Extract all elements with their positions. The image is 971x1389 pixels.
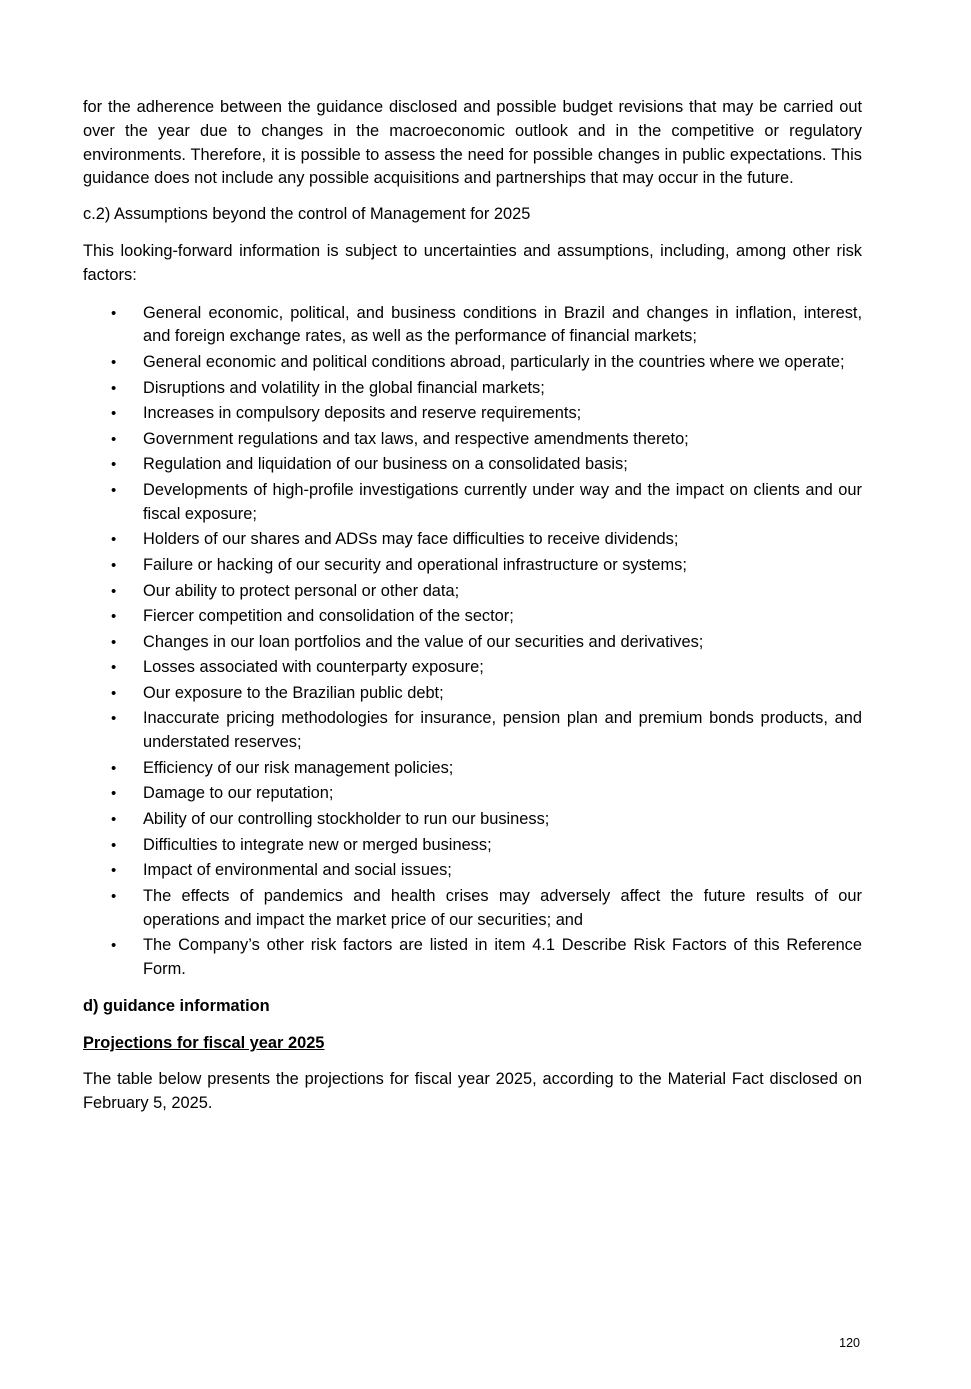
list-item-text: General economic, political, and business conditions in Brazil and changes in inflation, interest, and foreign exchange rates, as well as the performance of financial markets; xyxy=(143,303,862,346)
list-item xyxy=(83,479,862,527)
list-item-text: Developments of high-profile investigations currently under way and the impact on clients and our fiscal exposure; xyxy=(143,480,862,523)
list-item-text: Government regulations and tax laws, and respective amendments thereto; xyxy=(143,429,689,448)
list-item-text: Ability of our controlling stockholder to run our business; xyxy=(143,810,550,829)
bullet-icon: • xyxy=(111,759,117,777)
list-item xyxy=(83,351,862,375)
list-item-text: Inaccurate pricing methodologies for insurance, pension plan and premium bonds products, and understated reserves; xyxy=(143,709,862,752)
list-item-text: Failure or hacking of our security and operational infrastructure or systems; xyxy=(143,555,687,574)
list-item xyxy=(83,377,862,401)
bullet-icon: • xyxy=(111,379,117,397)
bullet-icon: • xyxy=(111,811,117,829)
bullet-icon: • xyxy=(111,430,117,448)
list-item-text: Our exposure to the Brazilian public debt; xyxy=(143,683,444,702)
list-item xyxy=(83,682,862,706)
bullet-icon: • xyxy=(111,304,117,322)
list-item xyxy=(83,302,862,350)
list-item xyxy=(83,808,862,832)
list-item-text: Our ability to protect personal or other data; xyxy=(143,581,460,600)
list-item-text: Difficulties to integrate new or merged business; xyxy=(143,835,492,854)
list-item xyxy=(83,934,862,982)
bullet-icon: • xyxy=(111,710,117,728)
list-item-text: The effects of pandemics and health crises may adversely affect the future results of our operations and impact the market price of our securities; and xyxy=(143,886,862,929)
bullet-icon: • xyxy=(111,353,117,371)
list-item xyxy=(83,782,862,806)
list-item-text: Changes in our loan portfolios and the value of our securities and derivatives; xyxy=(143,632,704,651)
list-item-text: Impact of environmental and social issues; xyxy=(143,861,452,880)
list-item xyxy=(83,859,862,883)
list-item xyxy=(83,453,862,477)
bullet-icon: • xyxy=(111,633,117,651)
bullet-icon: • xyxy=(111,937,117,955)
bullet-icon: • xyxy=(111,836,117,854)
projections-heading: Projections for fiscal year 2025 xyxy=(83,1033,325,1052)
projections-paragraph: The table below presents the projections for fiscal year 2025, according to the Material Fact disclosed on February 5, 2025. xyxy=(83,1070,862,1113)
bullet-icon: • xyxy=(111,684,117,702)
list-item xyxy=(83,554,862,578)
list-item-text: Fiercer competition and consolidation of the sector; xyxy=(143,607,514,626)
list-item-text: Increases in compulsory deposits and reserve requirements; xyxy=(143,404,582,423)
list-item-text: Regulation and liquidation of our business on a consolidated basis; xyxy=(143,455,628,474)
list-item xyxy=(83,707,862,755)
intro-paragraph: for the adherence between the guidance disclosed and possible budget revisions that may be carried out over the year due to changes in the macroeconomic outlook and in the competitive or regulatory environments. Therefore, it is possible to assess the need for possible changes in public expectations. This guidance does not include any possible acquisitions and partnerships that may occur in the future. xyxy=(83,98,862,188)
list-item-text: Holders of our shares and ADSs may face difficulties to receive dividends; xyxy=(143,530,679,549)
bullet-icon: • xyxy=(111,785,117,803)
list-item xyxy=(83,885,862,933)
bullet-icon: • xyxy=(111,887,117,905)
bullet-icon: • xyxy=(111,582,117,600)
list-item xyxy=(83,631,862,655)
list-item xyxy=(83,580,862,604)
list-item xyxy=(83,528,862,552)
list-item xyxy=(83,428,862,452)
list-item-text: Damage to our reputation; xyxy=(143,784,334,803)
list-item-text: Efficiency of our risk management policies; xyxy=(143,758,454,777)
page-number: 120 xyxy=(839,1336,860,1350)
section-d-heading: d) guidance information xyxy=(83,996,270,1015)
bullet-icon: • xyxy=(111,481,117,499)
looking-forward-paragraph: This looking-forward information is subject to uncertainties and assumptions, including, among other risk factors: xyxy=(83,241,862,284)
list-item xyxy=(83,656,862,680)
list-item xyxy=(83,834,862,858)
bullet-icon: • xyxy=(111,556,117,574)
bullet-icon: • xyxy=(111,531,117,549)
list-item-text: Disruptions and volatility in the global financial markets; xyxy=(143,378,545,397)
bullet-icon: • xyxy=(111,862,117,880)
bullet-icon: • xyxy=(111,456,117,474)
risk-factors-list xyxy=(83,302,862,982)
list-item xyxy=(83,402,862,426)
document-page xyxy=(83,96,862,1116)
list-item xyxy=(83,605,862,629)
list-item-text: General economic and political conditions abroad, particularly in the countries where we operate; xyxy=(143,352,845,371)
list-item-text: The Company’s other risk factors are listed in item 4.1 Describe Risk Factors of this Reference Form. xyxy=(143,936,862,979)
section-c2-title: c.2) Assumptions beyond the control of Management for 2025 xyxy=(83,205,531,224)
list-item-text: Losses associated with counterparty exposure; xyxy=(143,658,484,677)
bullet-icon: • xyxy=(111,405,117,423)
bullet-icon: • xyxy=(111,659,117,677)
list-item xyxy=(83,757,862,781)
bullet-icon: • xyxy=(111,608,117,626)
